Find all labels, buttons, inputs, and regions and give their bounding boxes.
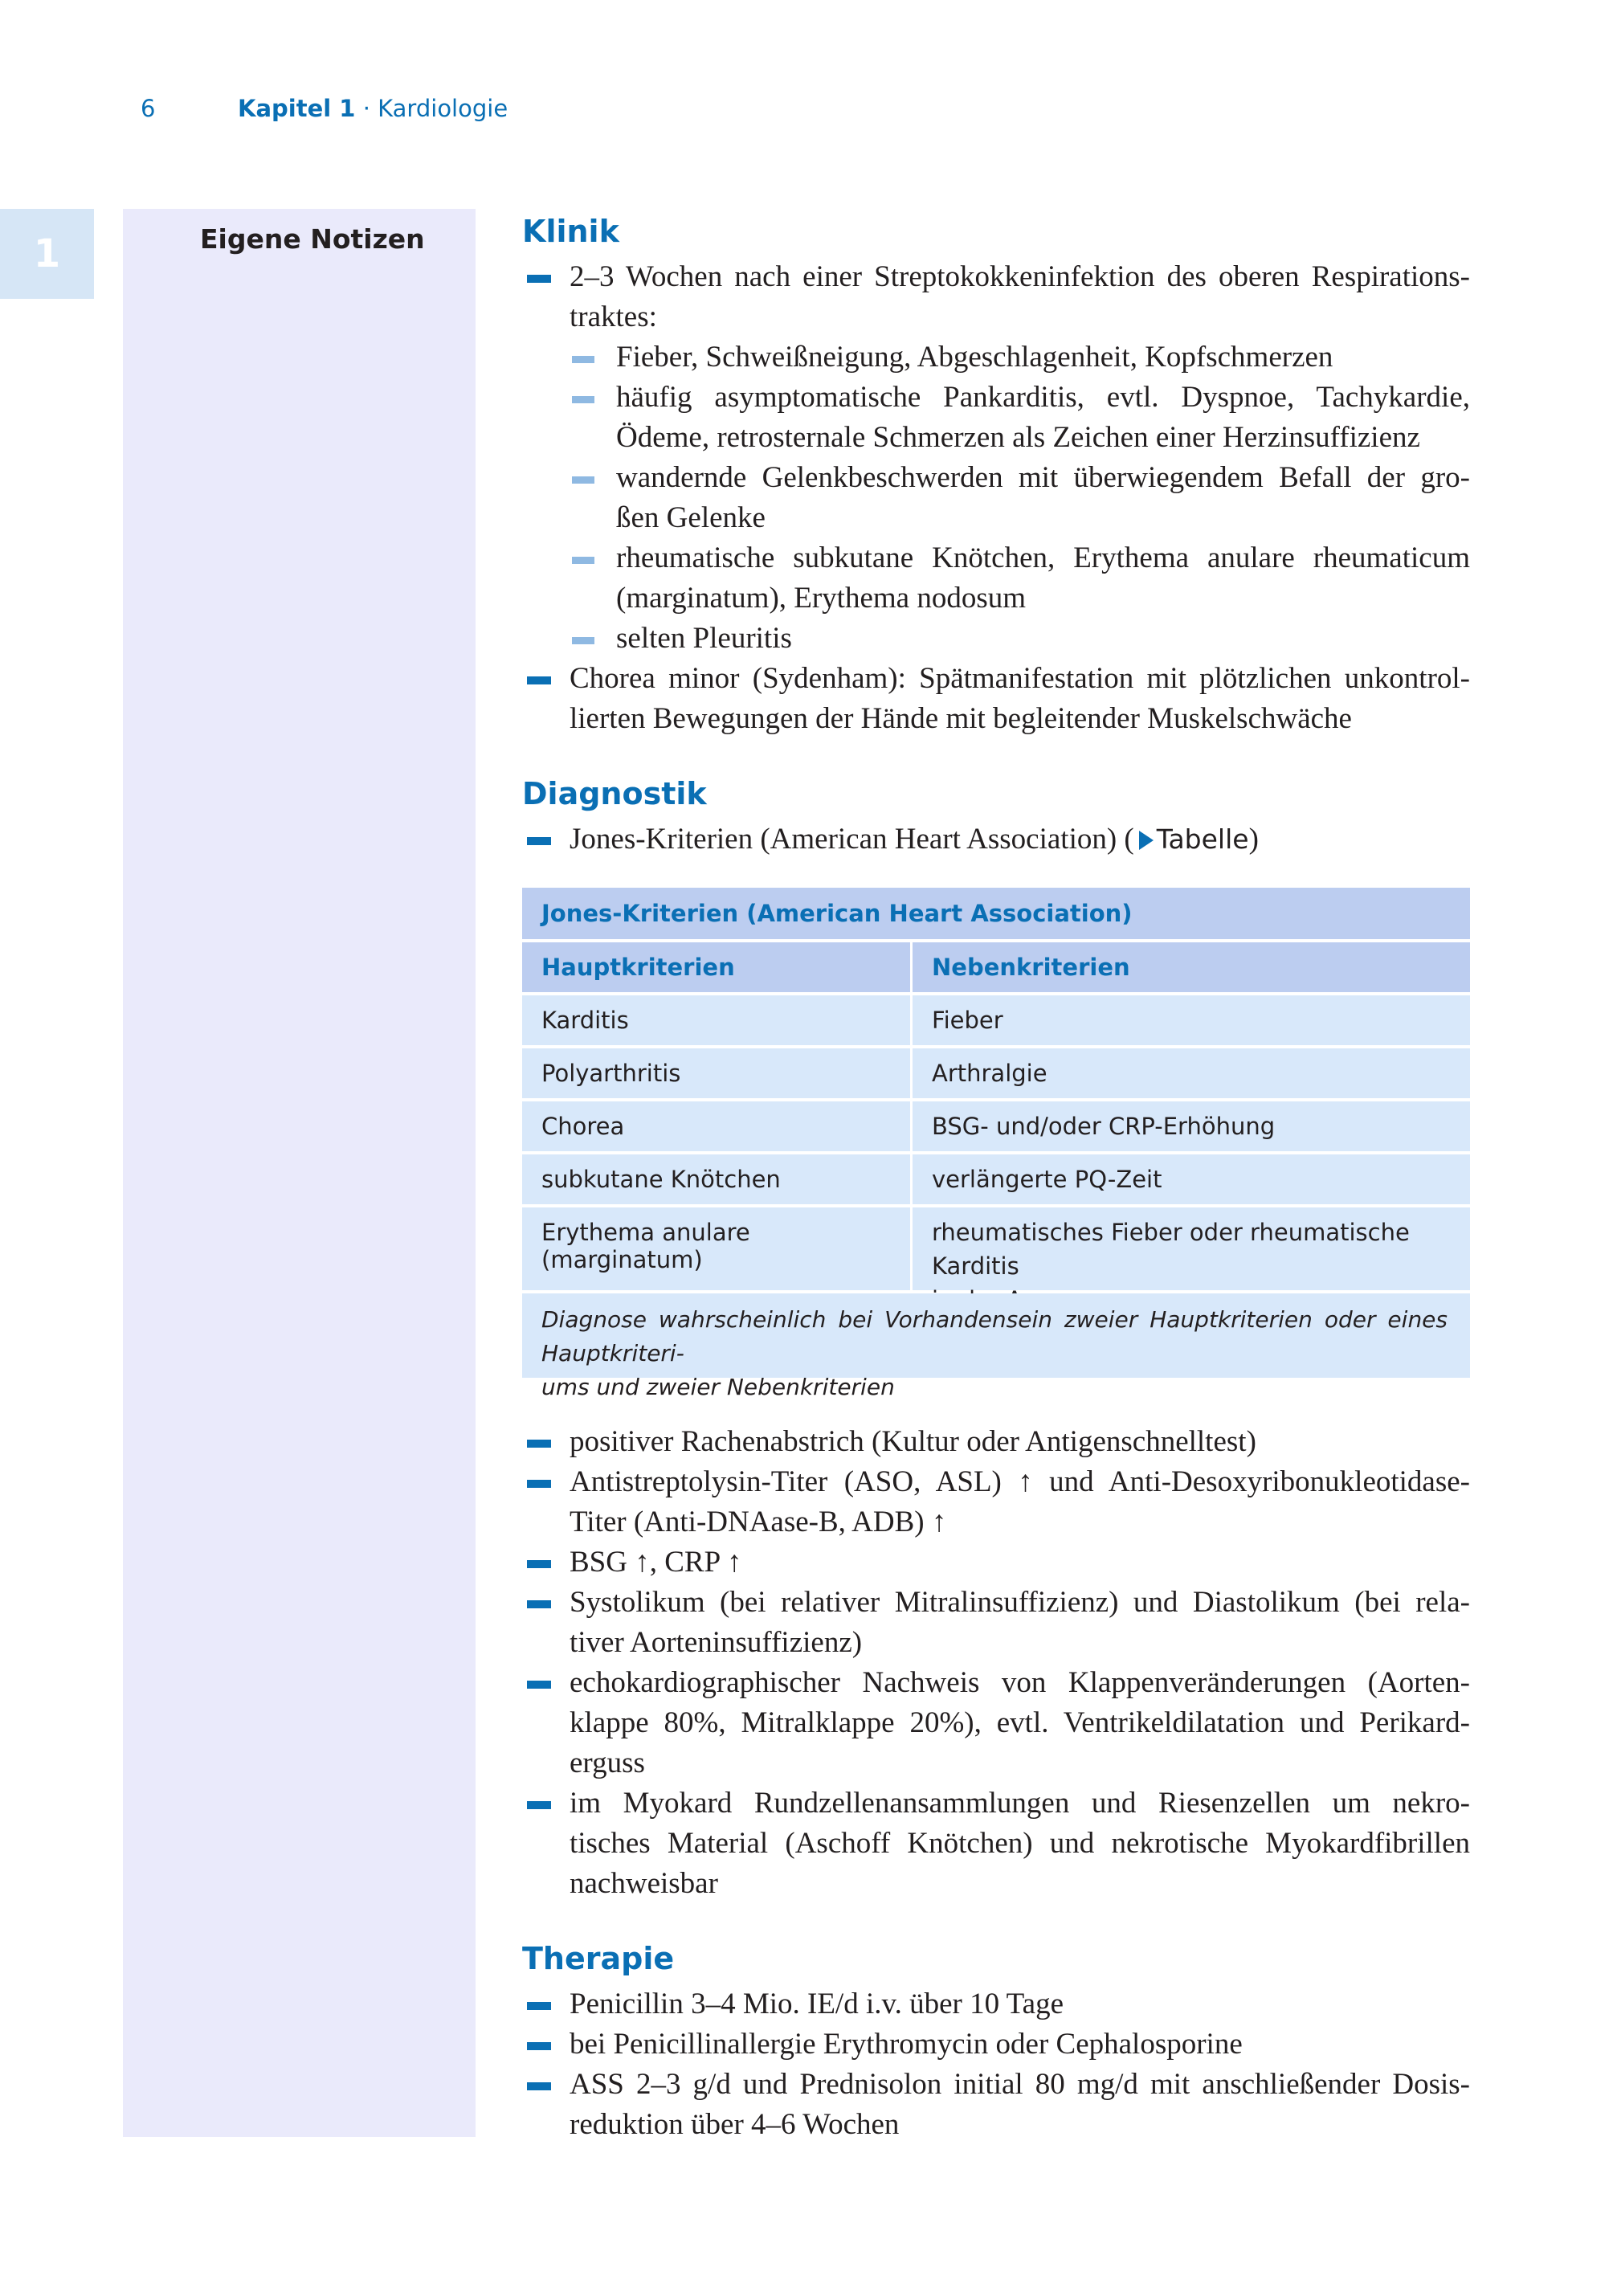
- notes-sidebar: [123, 209, 476, 2137]
- bullet: [527, 676, 551, 684]
- table-cell: [913, 1204, 1470, 1290]
- table-row: [522, 1207, 1470, 1290]
- table-title-row: [522, 888, 1470, 939]
- sub-bullet: [572, 396, 594, 403]
- table-cell-line: rheumatisches Fieber oder rheumatische Karditis: [932, 1219, 1410, 1280]
- arrow-right-icon: [1139, 831, 1154, 850]
- chapter-tab: 1: [0, 209, 94, 299]
- diagnostik-line: positiver Rachenabstrich (Kultur oder Antigenschnelltest): [570, 1425, 1256, 1458]
- diagnostik-line: im Myokard Rundzellenansammlungen und Riesenzellen um nekro-: [570, 1787, 1470, 1820]
- table-cell: verlängerte PQ-Zeit: [932, 1166, 1162, 1193]
- klinik-line: Fieber, Schweißneigung, Abgeschlagenheit, Kopfschmerzen: [616, 341, 1333, 374]
- therapie-line: reduktion über 4–6 Wochen: [570, 2108, 900, 2141]
- notes-title: Eigene Notizen: [200, 223, 425, 255]
- klinik-line: selten Pleuritis: [616, 622, 792, 655]
- bullet: [527, 1801, 551, 1809]
- klinik-line: wandernde Gelenkbeschwerden mit überwiegendem Befall der gro-: [616, 461, 1470, 494]
- bullet: [527, 1600, 551, 1608]
- diagnostik-line: Titer (Anti-DNAase-B, ADB) ↑: [570, 1505, 947, 1538]
- sub-bullet: [572, 356, 594, 363]
- therapie-line: ASS 2–3 g/d und Prednisolon initial 80 mg/d mit anschließender Dosis-: [570, 2068, 1470, 2101]
- klinik-line: traktes:: [570, 300, 657, 333]
- klinik-line: lierten Bewegungen der Hände mit begleitender Muskelschwäche: [570, 702, 1352, 735]
- diagnostik-line: erguss: [570, 1747, 645, 1779]
- table-note-line: Diagnose wahrscheinlich bei Vorhandensein zweier Hauptkriterien oder eines Hauptkriteri-: [541, 1306, 1448, 1367]
- section-title-diagnostik: Diagnostik: [522, 776, 707, 811]
- bullet: [527, 837, 551, 845]
- table-title: Jones-Kriterien (American Heart Association): [541, 900, 1133, 927]
- diagnostik-line: tisches Material (Aschoff Knötchen) und nekrotische Myokardfibrillen: [570, 1827, 1470, 1860]
- table-cell: Chorea: [522, 1101, 913, 1151]
- section-title-klinik: Klinik: [522, 214, 619, 249]
- running-header: [238, 95, 508, 122]
- table-row: [522, 995, 1470, 1045]
- diagnostik-line: Antistreptolysin-Titer (ASO, ASL) ↑ und Anti-Desoxyribonukleotidase-: [570, 1465, 1470, 1498]
- table-row: [522, 1154, 1470, 1204]
- sub-bullet: [572, 557, 594, 564]
- table-cell: Erythema anulare (marginatum): [522, 1207, 913, 1290]
- table-reference-link[interactable]: Tabelle: [1156, 823, 1249, 855]
- sub-bullet: [572, 637, 594, 644]
- chapter-label: Kapitel 1: [238, 95, 356, 122]
- bullet: [527, 275, 551, 283]
- sub-bullet: [572, 476, 594, 484]
- table-cell: Arthralgie: [932, 1060, 1047, 1087]
- diagnostik-line: klappe 80%, Mitralklappe 20%), evtl. Ventrikeldilatation und Perikard-: [570, 1706, 1470, 1739]
- table-header-row: [522, 942, 1470, 992]
- klinik-line: Chorea minor (Sydenham): Spätmanifestation mit plötzlichen unkontrol-: [570, 662, 1470, 695]
- diagnostik-line: echokardiographischer Nachweis von Klappenveränderungen (Aorten-: [570, 1666, 1470, 1699]
- klinik-line: (marginatum), Erythema nodosum: [616, 582, 1027, 615]
- bullet: [527, 1681, 551, 1689]
- klinik-line: ßen Gelenke: [616, 501, 766, 534]
- bullet: [527, 2082, 551, 2090]
- bullet: [527, 2042, 551, 2050]
- chapter-title: Kardiologie: [378, 95, 508, 122]
- therapie-line: Penicillin 3–4 Mio. IE/d i.v. über 10 Tage: [570, 1988, 1064, 2020]
- table-cell: subkutane Knötchen: [522, 1154, 913, 1204]
- intro-text: Jones-Kriterien (American Heart Association) (: [570, 823, 1134, 856]
- page-number: 6: [141, 95, 156, 122]
- section-title-therapie: Therapie: [522, 1941, 675, 1976]
- table-note-line: ums und zweier Nebenkriterien: [541, 1374, 895, 1400]
- table-cell: Karditis: [522, 995, 913, 1045]
- bullet: [527, 1440, 551, 1448]
- table-cell: BSG- und/oder CRP-Erhöhung: [932, 1113, 1276, 1140]
- table-header-hauptkriterien: Hauptkriterien: [522, 942, 913, 992]
- therapie-line: bei Penicillinallergie Erythromycin oder Cephalosporine: [570, 2028, 1243, 2061]
- intro-end: ): [1248, 823, 1259, 856]
- klinik-line: 2–3 Wochen nach einer Streptokokkeninfektion des oberen Respirations-: [570, 260, 1470, 293]
- table-row: [522, 1101, 1470, 1151]
- diagnostik-line: Systolikum (bei relativer Mitralinsuffizienz) und Diastolikum (bei rela-: [570, 1586, 1470, 1619]
- table-cell: Fieber: [932, 1007, 1003, 1034]
- table-note: [522, 1293, 1470, 1400]
- table-note-row: [522, 1293, 1470, 1400]
- diagnostik-intro: [570, 819, 1259, 860]
- bullet: [527, 1560, 551, 1568]
- bullet: [527, 2002, 551, 2010]
- table-row: [522, 1048, 1470, 1098]
- diagnostik-line: tiver Aorteninsuffizienz): [570, 1626, 863, 1659]
- header-separator: ·: [355, 95, 378, 122]
- klinik-line: rheumatische subkutane Knötchen, Erythema anulare rheumaticum: [616, 541, 1470, 574]
- diagnostik-line: nachweisbar: [570, 1867, 718, 1900]
- table-cell: Polyarthritis: [522, 1048, 913, 1098]
- diagnostik-line: BSG ↑, CRP ↑: [570, 1546, 742, 1579]
- bullet: [527, 1480, 551, 1488]
- table-header-nebenkriterien: Nebenkriterien: [932, 954, 1130, 981]
- klinik-line: Ödeme, retrosternale Schmerzen als Zeichen einer Herzinsuffizienz: [616, 421, 1420, 454]
- klinik-line: häufig asymptomatische Pankarditis, evtl. Dyspnoe, Tachykardie,: [616, 381, 1470, 414]
